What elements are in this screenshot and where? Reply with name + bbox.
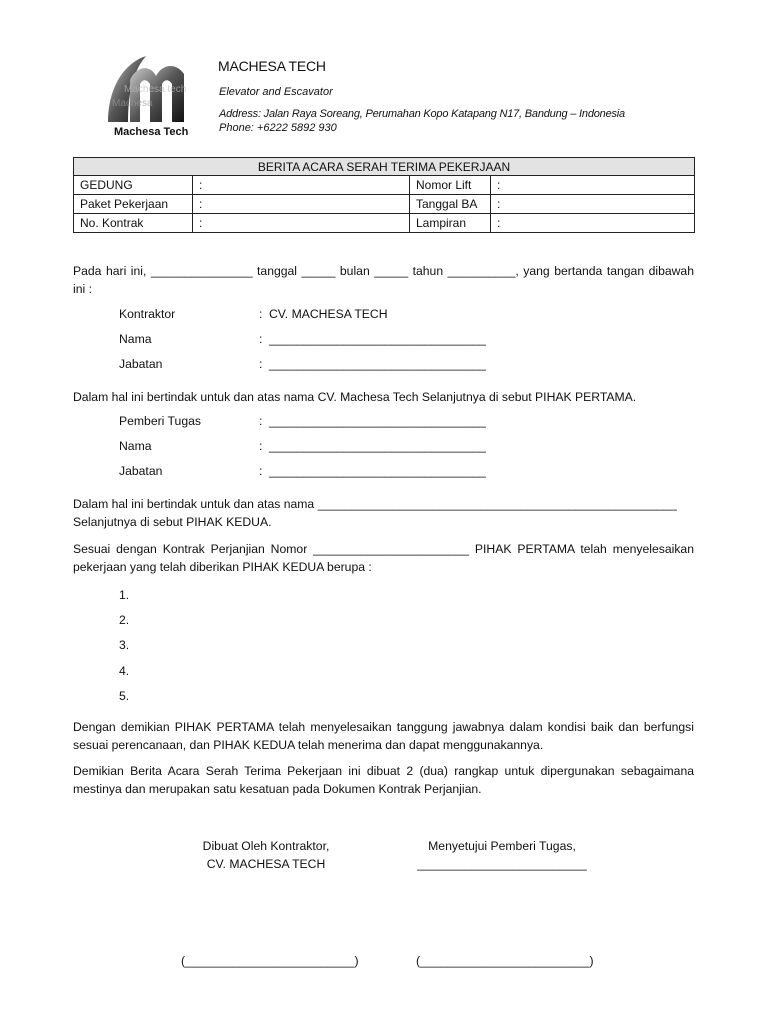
list-item: 5.	[119, 689, 130, 703]
party1-value: ________________________________	[269, 332, 486, 346]
list-item: 2.	[119, 613, 130, 627]
row-label-tanggal-ba: Tanggal BA	[410, 195, 491, 214]
contract-statement: Sesuai dengan Kontrak Perjanjian Nomor _______________________ PIHAK PERTAMA telah menyelesaikan pekerjaan yang telah diberikan PIHAK KEDUA berupa :	[73, 542, 694, 574]
row-label-paket: Paket Pekerjaan	[74, 195, 193, 214]
party1-label: Kontraktor	[119, 307, 176, 321]
party2-row-nama	[119, 437, 486, 462]
list-item: 1.	[119, 588, 130, 602]
party2-value: ________________________________	[269, 414, 486, 428]
table-title: BERITA ACARA SERAH TERIMA PEKERJAAN	[74, 158, 695, 176]
row-value-paket: :	[193, 195, 410, 214]
row-label-kontrak: No. Kontrak	[74, 214, 193, 233]
party1-value: ________________________________	[269, 357, 486, 371]
company-phone: Phone: +6222 5892 930	[219, 122, 337, 134]
company-tagline: Elevator and Escavator	[219, 86, 333, 98]
closing-paragraph-2: Demikian Berita Acara Serah Terima Pekerjaan ini dibuat 2 (dua) rangkap untuk dipergunakan sebagaimana mestinya dan merupakan satu kesatuan pada Dokumen Kontrak Perjanjian.	[73, 764, 694, 796]
company-logo	[102, 50, 202, 142]
table-row	[74, 214, 695, 233]
intro-paragraph: Pada hari ini, _______________ tanggal _____ bulan _____ tahun __________, yang bertanda tangan dibawah ini :	[73, 264, 694, 296]
colon: :	[259, 439, 263, 453]
party1-label: Jabatan	[119, 357, 163, 371]
logo-text: Machesa Tech	[114, 126, 189, 138]
table-row	[74, 176, 695, 195]
party1-block	[119, 305, 486, 380]
row-value-kontrak: :	[193, 214, 410, 233]
party2-row-jabatan	[119, 462, 486, 487]
signature-right-line: (_________________________)	[416, 954, 594, 968]
colon: :	[259, 414, 263, 428]
party2-value: ________________________________	[269, 464, 486, 478]
row-label-gedung: GEDUNG	[74, 176, 193, 195]
colon: :	[259, 332, 263, 346]
colon: :	[259, 307, 263, 321]
table-row	[74, 195, 695, 214]
info-table	[73, 157, 695, 233]
closing-paragraph-1: Dengan demikian PIHAK PERTAMA telah menyelesaikan tanggung jawabnya dalam kondisi baik dan berfungsi sesuai perencanaan, dan PIHAK KEDUA telah menerima dan dapat menggunakannya.	[73, 720, 694, 752]
colon: :	[259, 464, 263, 478]
party1-value: CV. MACHESA TECH	[269, 307, 388, 321]
party1-row-kontraktor	[119, 305, 486, 330]
party1-label: Nama	[119, 332, 152, 346]
party1-row-jabatan	[119, 355, 486, 380]
row-value-lampiran: :	[491, 214, 695, 233]
party1-statement: Dalam hal ini bertindak untuk dan atas nama CV. Machesa Tech Selanjutnya di sebut PIHAK PERTAMA.	[73, 390, 637, 404]
svg-text:Machesa: Machesa	[112, 98, 153, 109]
signature-right-subtitle: _________________________	[417, 857, 587, 871]
company-name: MACHESA TECH	[218, 58, 326, 74]
company-address: Address: Jalan Raya Soreang, Perumahan Kopo Katapang N17, Bandung – Indonesia	[219, 108, 625, 120]
party2-row-pemberi-tugas	[119, 412, 486, 437]
party2-block	[119, 412, 486, 487]
party2-statement: Dalam hal ini bertindak untuk dan atas nama _____________________________________________________ Selanjutnya di sebut PIHAK KEDUA.	[73, 497, 677, 529]
party2-label: Jabatan	[119, 464, 163, 478]
party1-row-nama	[119, 330, 486, 355]
row-value-nomor-lift: :	[491, 176, 695, 195]
row-label-lampiran: Lampiran	[410, 214, 491, 233]
list-item: 4.	[119, 664, 130, 678]
signature-left-block	[150, 837, 382, 873]
party2-value: ________________________________	[269, 439, 486, 453]
party2-label: Nama	[119, 439, 152, 453]
signature-right-block	[400, 837, 604, 873]
svg-text:Machesa tech: Machesa tech	[124, 84, 187, 95]
signature-left-title: Dibuat Oleh Kontraktor,	[202, 839, 330, 853]
colon: :	[259, 357, 263, 371]
signature-left-line: (_________________________)	[181, 954, 359, 968]
party2-label: Pemberi Tugas	[119, 414, 201, 428]
signature-left-subtitle: CV. MACHESA TECH	[206, 857, 326, 871]
signature-right-title: Menyetujui Pemberi Tugas,	[428, 839, 576, 853]
list-item: 3.	[119, 638, 130, 652]
row-value-gedung: :	[193, 176, 410, 195]
row-value-tanggal-ba: :	[491, 195, 695, 214]
row-label-nomor-lift: Nomor Lift	[410, 176, 491, 195]
